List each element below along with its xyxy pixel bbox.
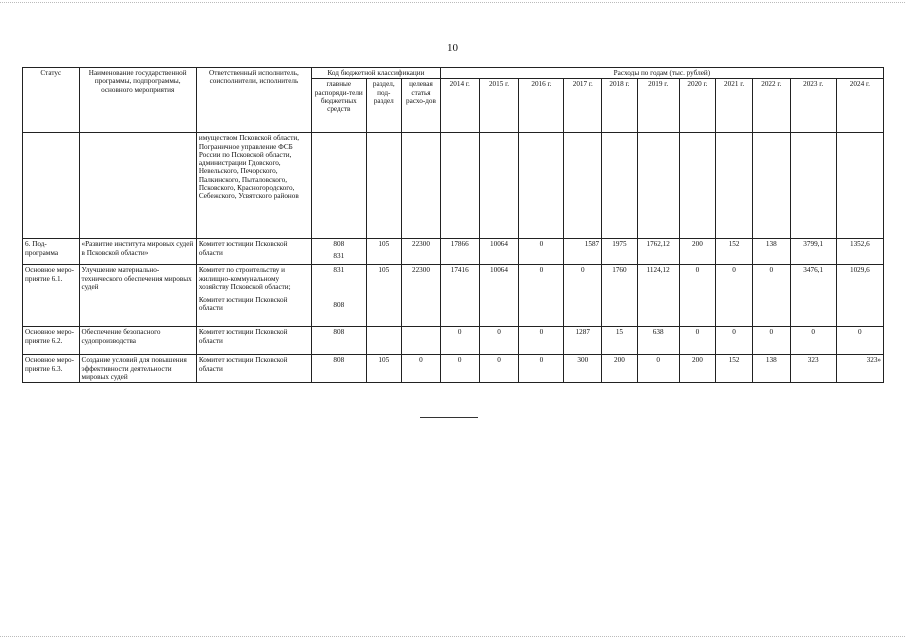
header-year: 2022 г. xyxy=(752,79,790,133)
header-section: раздел, под-раздел xyxy=(366,79,402,133)
table-row-activity-6-1 xyxy=(23,265,884,327)
header-year: 2015 г. xyxy=(479,79,519,133)
row-value: 0 xyxy=(679,327,716,355)
row-value: 638 xyxy=(637,327,679,355)
row-value: 0 xyxy=(836,327,883,355)
row-value: 200 xyxy=(679,239,716,265)
row-name: «Развитие института мировых судей в Псковской области» xyxy=(79,239,196,265)
header-target: целевая статья расхо-дов xyxy=(402,79,441,133)
row-value: 0 xyxy=(637,355,679,383)
header-year: 2020 г. xyxy=(679,79,716,133)
header-name: Наименование государственной программы, подпрограммы, основного мероприятия xyxy=(79,68,196,133)
row-value: 200 xyxy=(679,355,716,383)
empty-cell xyxy=(564,133,602,239)
end-separator-line xyxy=(420,417,478,418)
row-value: 0 xyxy=(519,265,564,327)
row-value: 152 xyxy=(716,355,753,383)
row-value: 1587 xyxy=(564,239,602,265)
row-value: 0 xyxy=(440,355,479,383)
executor-part: Комитет по строительству и жилищно-коммунальному хозяйству Псковской области; xyxy=(198,266,291,291)
row-target: 0 xyxy=(402,355,441,383)
row-status: 6. Под-программа xyxy=(23,239,80,265)
empty-cell xyxy=(440,133,479,239)
row-value: 1029,6 xyxy=(836,265,883,327)
row-target xyxy=(402,327,441,355)
row-value: 0 xyxy=(752,265,790,327)
executor-part: Комитет юстиции Псковской области xyxy=(198,296,288,313)
row-value: 17416 xyxy=(440,265,479,327)
empty-cell xyxy=(519,133,564,239)
row-section xyxy=(366,327,402,355)
page-number: 10 xyxy=(447,42,458,54)
row-value: 138 xyxy=(752,239,790,265)
empty-cell xyxy=(23,133,80,239)
row-grbs xyxy=(312,239,366,265)
row-value: 0 xyxy=(519,355,564,383)
row-value: 0 xyxy=(752,327,790,355)
bottom-scan-edge xyxy=(0,636,905,637)
row-value: 0 xyxy=(716,265,753,327)
empty-cell xyxy=(637,133,679,239)
empty-cell xyxy=(79,133,196,239)
row-section: 105 xyxy=(366,355,402,383)
row-executor: Комитет юстиции Псковской области xyxy=(196,327,311,355)
continuation-executor: имуществом Псковской области, Пограничное управление ФСБ России по Псковской области, администрации Гдовского, Невельского, Печорского, Палкинского, Пыталовского, Псковского, Красногородского, Себежского, Усвятского районов xyxy=(196,133,311,239)
empty-cell xyxy=(752,133,790,239)
row-value: 1760 xyxy=(602,265,638,327)
budget-table xyxy=(22,67,884,383)
row-grbs: 808 xyxy=(312,355,366,383)
row-value: 0 xyxy=(479,355,519,383)
row-value: 10064 xyxy=(479,265,519,327)
empty-cell xyxy=(479,133,519,239)
row-value: 1975 xyxy=(602,239,638,265)
row-value: 1352,6 xyxy=(836,239,883,265)
row-value: 0 xyxy=(519,327,564,355)
header-status: Статус xyxy=(23,68,80,133)
empty-cell xyxy=(716,133,753,239)
table-row-activity-6-3 xyxy=(23,355,884,383)
empty-cell xyxy=(402,133,441,239)
header-executor: Ответственный исполнитель, соисполнители, исполнитель xyxy=(196,68,311,133)
row-value: 1124,12 xyxy=(637,265,679,327)
row-status: Основное меро-приятие 6.1. xyxy=(23,265,80,327)
header-grbs: главные распоряди-тели бюджетных средств xyxy=(312,79,366,133)
row-section: 105 xyxy=(366,265,402,327)
header-year: 2016 г. xyxy=(519,79,564,133)
row-executor: Комитет юстиции Псковской области xyxy=(196,239,311,265)
header-budget-code: Код бюджетной классификации xyxy=(312,68,441,79)
row-executor: Комитет юстиции Псковской области xyxy=(196,355,311,383)
row-executor xyxy=(196,265,311,327)
row-status: Основное меро-приятие 6.3. xyxy=(23,355,80,383)
empty-cell xyxy=(602,133,638,239)
row-value: 0 xyxy=(564,265,602,327)
empty-cell xyxy=(366,133,402,239)
row-value: 1762,12 xyxy=(637,239,679,265)
grbs-code: 808 xyxy=(333,300,345,309)
row-value: 323» xyxy=(836,355,883,383)
row-value: 152 xyxy=(716,239,753,265)
empty-cell xyxy=(312,133,366,239)
header-expenses: Расходы по годам (тыс. рублей) xyxy=(440,68,883,79)
row-value: 200 xyxy=(602,355,638,383)
table-row-activity-6-2 xyxy=(23,327,884,355)
row-value: 300 xyxy=(564,355,602,383)
header-year: 2017 г. xyxy=(564,79,602,133)
empty-cell xyxy=(790,133,836,239)
row-status: Основное меро-приятие 6.2. xyxy=(23,327,80,355)
continuation-row xyxy=(23,133,884,239)
row-value: 3476,1 xyxy=(790,265,836,327)
row-value: 3799,1 xyxy=(790,239,836,265)
row-section: 105 xyxy=(366,239,402,265)
header-year: 2018 г. xyxy=(602,79,638,133)
header-row-1 xyxy=(23,68,884,79)
row-value: 1287 xyxy=(564,327,602,355)
grbs-code: 808 xyxy=(333,240,345,249)
row-value: 0 xyxy=(790,327,836,355)
row-value: 0 xyxy=(479,327,519,355)
row-value: 0 xyxy=(716,327,753,355)
row-value: 138 xyxy=(752,355,790,383)
empty-cell xyxy=(679,133,716,239)
header-year: 2014 г. xyxy=(440,79,479,133)
row-name: Создание условий для повышения эффективности деятельности мировых судей xyxy=(79,355,196,383)
empty-cell xyxy=(836,133,883,239)
row-value: 17866 xyxy=(440,239,479,265)
table-row-subprogram-6 xyxy=(23,239,884,265)
header-year: 2021 г. xyxy=(716,79,753,133)
row-value: 0 xyxy=(440,327,479,355)
row-value: 15 xyxy=(602,327,638,355)
row-value: 0 xyxy=(679,265,716,327)
row-value: 323 xyxy=(790,355,836,383)
top-scan-edge xyxy=(0,2,905,3)
row-target: 22300 xyxy=(402,265,441,327)
row-name: Улучшение материально-технического обеспечения мировых судей xyxy=(79,265,196,327)
row-value: 0 xyxy=(519,239,564,265)
header-year: 2023 г. xyxy=(790,79,836,133)
row-value: 10064 xyxy=(479,239,519,265)
header-year: 2024 г. xyxy=(836,79,883,133)
row-grbs: 808 xyxy=(312,327,366,355)
header-year: 2019 г. xyxy=(637,79,679,133)
grbs-code: 831 xyxy=(333,266,345,275)
row-name: Обеспечение безопасного судопроизводства xyxy=(79,327,196,355)
row-grbs xyxy=(312,265,366,327)
grbs-code: 831 xyxy=(333,251,345,260)
row-target: 22300 xyxy=(402,239,441,265)
